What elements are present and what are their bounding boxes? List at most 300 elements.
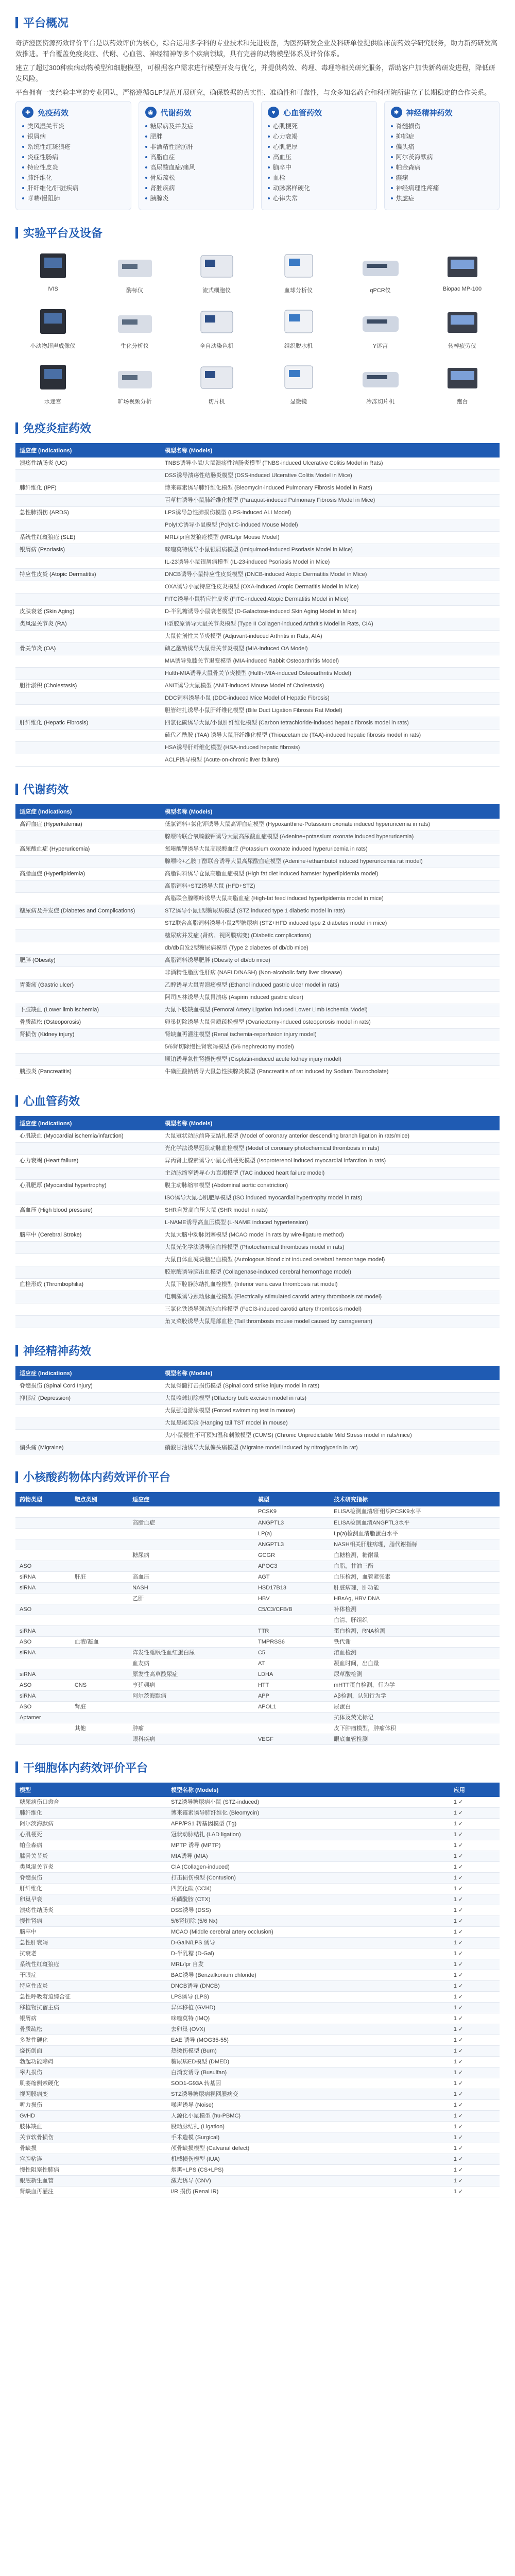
table-cell: 亨廷顿病 — [128, 1680, 254, 1690]
table-cell: ANIT诱导大鼠模型 (ANIT-induced Mouse Model of Cholestasis) — [161, 680, 500, 692]
table-cell: DDC饲料诱导小鼠 (DDC-induced Mice Model of Hepatic Fibrosis) — [161, 692, 500, 705]
overview-title: 平台概况 — [23, 16, 69, 29]
table-cell: ASO — [15, 1604, 71, 1615]
table-cell: 胃溃疡 (Gastric ulcer) — [15, 979, 161, 992]
table-cell — [254, 1712, 330, 1723]
table-cell: 热烫伤模型 (Burn) — [167, 2046, 450, 2057]
equipment-label: Y迷宫 — [372, 343, 388, 349]
table-cell — [15, 655, 161, 668]
equipment-label: 生化分析仪 — [121, 343, 149, 349]
table-cell — [15, 1167, 161, 1180]
table-header-cell: 适应症 (Indications) — [15, 1366, 161, 1380]
equipment-item — [15, 248, 90, 294]
table-cell: 1 ✓ — [450, 2067, 500, 2078]
table-row — [15, 2089, 500, 2100]
equipment-image — [343, 248, 418, 284]
table-row — [15, 1279, 500, 1291]
table-row — [15, 1066, 500, 1078]
table-cell — [128, 1528, 254, 1539]
table-cell: II型胶原诱导大鼠关节炎模型 (Type II Collagen-induced Arthritis Model in Rats, CIA) — [161, 618, 500, 631]
table-cell: 1 ✓ — [450, 1938, 500, 1948]
platform-list-item: 帕金森病 — [391, 162, 493, 173]
table-cell: NASH相关肝脏病理，脂代谢指标 — [330, 1539, 500, 1550]
table-cell: 脊髓损伤 — [15, 1873, 167, 1884]
table-cell: 睾丸损伤 — [15, 2067, 167, 2078]
table-row — [15, 2143, 500, 2154]
equipment-label: 显微镜 — [290, 399, 307, 405]
table-row — [15, 1938, 500, 1948]
table-cell: 1 ✓ — [450, 2176, 500, 2187]
table-row — [15, 1229, 500, 1242]
equipment-item — [261, 303, 336, 350]
table-cell: APOL1 — [254, 1701, 330, 1712]
table-cell — [254, 1723, 330, 1734]
table-cell: 溶血检测 — [330, 1647, 500, 1658]
table-cell: 异体移植 (GVHD) — [167, 2003, 450, 2013]
table-row — [15, 594, 500, 606]
table-row — [15, 1658, 500, 1669]
platform-list-item: 血栓 — [268, 173, 370, 183]
table-row — [15, 2165, 500, 2176]
table-row — [15, 843, 500, 856]
platform-list-item: 肝纤维化/肝脏疾病 — [22, 183, 125, 193]
table-header-row — [15, 1116, 500, 1130]
table-cell: 大鼠嗅球切除模型 (Olfactory bulb excision model in rats) — [161, 1393, 500, 1405]
table-cell: 肥胖 (Obesity) — [15, 955, 161, 967]
table-cell: ANGPTL3 — [254, 1517, 330, 1528]
table-row — [15, 905, 500, 918]
table-cell: 血栓形成 (Thrombophilia) — [15, 1279, 161, 1291]
table-cell: Lp(a)检测血清脂蛋白水平 — [330, 1528, 500, 1539]
table-row — [15, 1167, 500, 1180]
table-header-row — [15, 804, 500, 819]
immune-table — [15, 443, 500, 767]
table-cell: 原发性高草酸尿症 — [128, 1669, 254, 1680]
table-cell: 高脂饲料+STZ诱导大鼠 (HFD+STZ) — [161, 880, 500, 893]
table-cell: 高脂血症 — [128, 1517, 254, 1528]
table-row — [15, 569, 500, 581]
invitro-title: 小核酸药物体内药效评价平台 — [23, 1471, 171, 1484]
table-cell — [71, 1625, 128, 1636]
platform-list-item: 肺纤维化 — [22, 173, 125, 183]
table-cell: 蛋白检测，RNA检测 — [330, 1625, 500, 1636]
table-cell: 1 ✓ — [450, 1905, 500, 1916]
table-cell: siRNA — [15, 1582, 71, 1593]
table-cell: CIA (Collagen-induced) — [167, 1862, 450, 1873]
table-row — [15, 2035, 500, 2046]
table-cell: 卵巢早衰 — [15, 1894, 167, 1905]
table-cell — [15, 1539, 71, 1550]
equipment-label: 水迷宫 — [44, 399, 61, 405]
table-cell — [15, 1254, 161, 1266]
table-cell — [254, 1615, 330, 1625]
table-row — [15, 1254, 500, 1266]
table-cell: HSD17B13 — [254, 1582, 330, 1593]
platform-list-item: 心肌肥厚 — [268, 142, 370, 152]
table-cell: 肾缺血再灌注 — [15, 2187, 167, 2197]
table-cell: 低氯饲料+氯化钾诱导大鼠高钾血症模型 (Hypoxanthine-Potassium oxonate induced hyperuricemia in rats) — [161, 819, 500, 831]
table-row — [15, 680, 500, 692]
table-row — [15, 470, 500, 482]
equipment-image — [343, 303, 418, 340]
platform-list-item: 肾脏疾病 — [145, 183, 248, 193]
table-cell: 乙醇诱导大鼠胃溃疡模型 (Ethanol induced gastric ulcer model in rats) — [161, 979, 500, 992]
table-row — [15, 1701, 500, 1712]
table-row — [15, 868, 500, 880]
equipment-label: 小动物超声成像仪 — [30, 343, 76, 349]
platform-list-item: 偏头痛 — [391, 142, 493, 152]
table-row — [15, 1582, 500, 1593]
table-row — [15, 1539, 500, 1550]
table-cell: 糖尿病 — [128, 1550, 254, 1561]
table-row — [15, 1442, 500, 1454]
table-row — [15, 2046, 500, 2057]
table-cell: 补体检测 — [330, 1604, 500, 1615]
table-row — [15, 655, 500, 668]
table-row — [15, 942, 500, 955]
table-row — [15, 1851, 500, 1862]
platform-card — [384, 101, 500, 210]
table-cell: 1 ✓ — [450, 2187, 500, 2197]
platform-list-item: 骨质疏松 — [145, 173, 248, 183]
table-row — [15, 457, 500, 470]
table-cell — [15, 856, 161, 868]
table-row — [15, 856, 500, 868]
table-row — [15, 831, 500, 843]
title-bar — [15, 227, 18, 239]
table-cell — [128, 1636, 254, 1647]
table-cell — [15, 1143, 161, 1155]
table-cell — [15, 1615, 71, 1625]
table-row — [15, 930, 500, 942]
table-row — [15, 1593, 500, 1604]
table-cell: 腺嘌呤+乙胺丁醇联合诱导大鼠高尿酸血症模型 (Adenine+ethambutol induced hyperuricemia rat model) — [161, 856, 500, 868]
table-cell: ISO诱导大鼠心肌肥厚模型 (ISO induced myocardial hypertrophy model in rats) — [161, 1192, 500, 1205]
neuro-title: 神经精神药效 — [23, 1345, 92, 1358]
table-cell: 多发性硬化 — [15, 2035, 167, 2046]
table-cell: I/R 损伤 (Renal IR) — [167, 2187, 450, 2197]
table-row — [15, 1054, 500, 1066]
table-cell: PCSK9 — [254, 1506, 330, 1517]
table-cell — [15, 1266, 161, 1279]
equipment-title: 实验平台及设备 — [23, 227, 103, 240]
table-cell: 1 ✓ — [450, 2143, 500, 2154]
equipment-item — [179, 359, 254, 405]
table-cell: ELISA检测血清ANGPTL3水平 — [330, 1517, 500, 1528]
table-cell: 系统性红斑狼疮 (SLE) — [15, 532, 161, 544]
table-cell: AGT — [254, 1571, 330, 1582]
table-cell: C5/C3/CFB/B — [254, 1604, 330, 1615]
table-cell: 1 ✓ — [450, 1873, 500, 1884]
equipment-item — [97, 303, 172, 350]
table-cell: 人源化小鼠模型 (hu-PBMC) — [167, 2111, 450, 2122]
table-row — [15, 1916, 500, 1927]
platform-list-item: 高血压 — [268, 152, 370, 162]
overview-paragraph: 平台拥有一支经验丰富的专业团队，严格遵循GLP规范开展研究，确保数据的真实性、准确性和可靠性，与众多知名药企和科研院所建立了长期稳定的合作关系。 — [15, 89, 491, 96]
table-cell: 高尿酸血症 (Hyperuricemia) — [15, 843, 161, 856]
equipment-section-title — [15, 225, 500, 241]
table-cell: 顺铂诱导急性肾损伤模型 (Cisplatin-induced acute kidney injury model) — [161, 1054, 500, 1066]
table-cell: 1 ✓ — [450, 2100, 500, 2111]
table-cell: 听力损伤 — [15, 2100, 167, 2111]
table-row — [15, 1669, 500, 1680]
table-cell — [71, 1647, 128, 1658]
equipment-label: 跑台 — [456, 399, 468, 405]
equipment-label: 组织脱水机 — [284, 343, 313, 349]
table-row — [15, 2154, 500, 2165]
table-row — [15, 1155, 500, 1167]
table-cell: MRL/lpr 自发 — [167, 1959, 450, 1970]
table-row — [15, 1205, 500, 1217]
table-cell: MCAO (Middle cerebral artery occlusion) — [167, 1927, 450, 1938]
table-cell: 噪声诱导 (Noise) — [167, 2100, 450, 2111]
table-cell: MIA诱导兔膝关节退变模型 (MIA-induced Rabbit Osteoarthritis Model) — [161, 655, 500, 668]
table-row — [15, 918, 500, 930]
table-cell: 1 ✓ — [450, 2003, 500, 2013]
table-cell — [71, 1582, 128, 1593]
table-cell: 四氯化碳 (CCl4) — [167, 1884, 450, 1894]
metabolic-table — [15, 804, 500, 1078]
stemcell-title: 干细胞体内药效评价平台 — [23, 1761, 148, 1774]
table-row — [15, 1992, 500, 2003]
table-row — [15, 1506, 500, 1517]
equipment-image — [15, 303, 90, 340]
table-cell — [15, 893, 161, 905]
platform-list-item: 高脂血症 — [145, 152, 248, 162]
table-cell: 打击损伤模型 (Contusion) — [167, 1873, 450, 1884]
table-row — [15, 1712, 500, 1723]
table-cell — [128, 1539, 254, 1550]
table-cell: Hulth-MIA诱导大鼠骨关节炎模型 (Hulth-MIA-induced Osteoarthritis Model) — [161, 668, 500, 680]
table-cell: MIA诱导 (MIA) — [167, 1851, 450, 1862]
table-cell: 抗衰老 — [15, 1948, 167, 1959]
table-row — [15, 754, 500, 767]
table-header-cell: 模型名称 (Models) — [161, 1116, 500, 1130]
table-cell: MRL/lpr自发狼疮模型 (MRL/lpr Mouse Model) — [161, 532, 500, 544]
table-cell: 大鼠下腔静脉结扎血栓模型 (Inferior vena cava thrombosis rat model) — [161, 1279, 500, 1291]
table-cell: 眼科疾病 — [128, 1734, 254, 1744]
table-cell: 骨关节炎 (OA) — [15, 643, 161, 655]
platform-list-item: 阿尔茨海默病 — [391, 152, 493, 162]
table-cell: db/db自发2型糖尿病模型 (Type 2 diabetes of db/db mice) — [161, 942, 500, 955]
table-row — [15, 1291, 500, 1303]
equipment-image — [97, 359, 172, 395]
table-cell: 其他 — [71, 1723, 128, 1734]
table-row — [15, 1690, 500, 1701]
table-row — [15, 1680, 500, 1690]
table-cell: APP/PS1 转基因模型 (Tg) — [167, 1819, 450, 1829]
table-cell — [15, 930, 161, 942]
table-cell: 血压检测，血管紧张素 — [330, 1571, 500, 1582]
table-cell: TTR — [254, 1625, 330, 1636]
table-header-cell: 适应症 — [128, 1492, 254, 1506]
table-cell: 咪喹莫特 (IMQ) — [167, 2013, 450, 2024]
table-header-row — [15, 1783, 500, 1797]
table-cell: C5 — [254, 1647, 330, 1658]
table-cell: 高钾血症 (Hyperkalemia) — [15, 819, 161, 831]
table-cell: 1 ✓ — [450, 1884, 500, 1894]
table-cell: 角叉菜胶诱导大鼠尾部血栓 (Tail thrombosis mouse model caused by carrageenan) — [161, 1316, 500, 1328]
platform-list — [22, 121, 125, 204]
brain-icon: ✱ — [391, 107, 402, 118]
table-row — [15, 1797, 500, 1808]
equipment-label: qPCR仪 — [370, 287, 391, 294]
table-cell: 下肢缺血 (Lower limb ischemia) — [15, 1004, 161, 1016]
table-cell: 帕金森病 — [15, 1840, 167, 1851]
immune-icon: ✚ — [22, 107, 33, 118]
table-cell: 眼底血管检测 — [330, 1734, 500, 1744]
cardio-section-title — [15, 1093, 500, 1109]
heart-icon: ♥ — [268, 107, 279, 118]
table-row — [15, 692, 500, 705]
platform-list-item: 特应性皮炎 — [22, 162, 125, 173]
table-cell: LP(a) — [254, 1528, 330, 1539]
platform-card-title: 代谢药效 — [160, 108, 192, 117]
table-cell: 大鼠自体血凝块脑出血模型 (Autologous blood clot induced cerebral hemorrhage model) — [161, 1254, 500, 1266]
table-cell: 1 ✓ — [450, 2089, 500, 2100]
table-row — [15, 1550, 500, 1561]
neuro-section-title — [15, 1343, 500, 1359]
table-row — [15, 2111, 500, 2122]
table-cell: 凝血时间，出血量 — [330, 1658, 500, 1669]
table-cell: GCGR — [254, 1550, 330, 1561]
table-cell: 1 ✓ — [450, 2057, 500, 2067]
table-cell: 肿瘤 — [128, 1723, 254, 1734]
equipment-label: 全自动染色机 — [199, 343, 234, 349]
table-cell: 电刺激诱导颈动脉血栓模型 (Electrically stimulated carotid artery thrombosis rat model) — [161, 1291, 500, 1303]
table-cell — [71, 1604, 128, 1615]
table-header-cell: 模型名称 (Models) — [161, 1366, 500, 1380]
table-cell: 系统性红斑狼疮 — [15, 1959, 167, 1970]
platform-card — [261, 101, 377, 210]
immune-title: 免疫炎症药效 — [23, 422, 92, 435]
table-cell: 大鼠大脑中动脉闭塞模型 (MCAO model in rats by wire-ligature method) — [161, 1229, 500, 1242]
table-cell: HTT — [254, 1680, 330, 1690]
table-row — [15, 606, 500, 618]
table-cell: TNBS诱导小鼠/大鼠溃疡性结肠炎模型 (TNBS-induced Ulcerative Colitis Model in Rats) — [161, 457, 500, 470]
equipment-image — [179, 248, 254, 284]
table-row — [15, 1840, 500, 1851]
table-cell: 大鼠佐剂性关节炎模型 (Adjuvant-induced Arthritis in Rats, AIA) — [161, 631, 500, 643]
overview-section-title — [15, 14, 500, 30]
table-row — [15, 992, 500, 1004]
table-cell — [15, 1054, 161, 1066]
table-cell: 肝纤维化 — [15, 1884, 167, 1894]
table-cell — [15, 1316, 161, 1328]
table-cell: AT — [254, 1658, 330, 1669]
metabolic-title: 代谢药效 — [23, 783, 69, 796]
table-cell: 脊髓损伤 (Spinal Cord Injury) — [15, 1380, 161, 1393]
table-cell — [15, 1303, 161, 1316]
table-cell: 阿司匹林诱导大鼠胃溃疡 (Aspirin induced gastric ulcer) — [161, 992, 500, 1004]
table-header-row — [15, 1366, 500, 1380]
table-cell — [71, 1528, 128, 1539]
equipment-label: 流式细胞仪 — [202, 287, 231, 294]
table-cell: ANGPTL3 — [254, 1539, 330, 1550]
table-cell: 1 ✓ — [450, 1829, 500, 1840]
table-row — [15, 1029, 500, 1041]
table-cell: 干眼症 — [15, 1970, 167, 1981]
table-cell: 1 ✓ — [450, 2024, 500, 2035]
table-row — [15, 1016, 500, 1029]
table-cell: IL-23诱导小鼠银屑病模型 (IL-23-induced Psoriasis Model in Mice) — [161, 556, 500, 569]
table-header-cell: 模型名称 (Models) — [161, 804, 500, 819]
platform-list-item: 高尿酸血症/痛风 — [145, 162, 248, 173]
equipment-grid — [15, 248, 500, 405]
table-cell: DNCB诱导 (DNCB) — [167, 1981, 450, 1992]
platform-list-item: 脊髓损伤 — [391, 121, 493, 131]
table-cell: 慢性肾病 — [15, 1916, 167, 1927]
table-cell: 百草枯诱导小鼠肺纤维化模型 (Paraquat-induced Pulmonary Fibrosis Model in Mice) — [161, 495, 500, 507]
table-cell: 类风湿关节炎 (RA) — [15, 618, 161, 631]
table-header-cell: 适应症 (Indications) — [15, 443, 161, 457]
table-cell: 1 ✓ — [450, 1894, 500, 1905]
table-header-cell: 适应症 (Indications) — [15, 804, 161, 819]
equipment-image — [97, 248, 172, 284]
table-cell: 心肌梗死 — [15, 1829, 167, 1840]
table-cell: siRNA — [15, 1625, 71, 1636]
equipment-item — [425, 248, 500, 294]
equipment-item — [97, 359, 172, 405]
table-cell: 股动脉结扎 (Ligation) — [167, 2122, 450, 2132]
table-cell: 血清、肝组织 — [330, 1615, 500, 1625]
table-row — [15, 2176, 500, 2187]
title-bar — [15, 1761, 18, 1773]
platform-card-header — [391, 107, 493, 118]
table-row — [15, 1723, 500, 1734]
table-cell — [15, 1734, 71, 1744]
table-row — [15, 1927, 500, 1938]
table-cell: siRNA — [15, 1669, 71, 1680]
table-cell: ASO — [15, 1701, 71, 1712]
table-cell: D-GalN/LPS 诱导 — [167, 1938, 450, 1948]
table-cell: CNS — [71, 1680, 128, 1690]
table-cell: L-NAME诱导高血压模型 (L-NAME induced hypertension) — [161, 1217, 500, 1229]
table-cell: 大鼠下肢缺血模型 (Femoral Artery Ligation induced Lower Limb Ischemia Model) — [161, 1004, 500, 1016]
table-row — [15, 532, 500, 544]
table-cell: 硫代乙酰胺 (TAA) 诱导大鼠肝纤维化模型 (Thioacetamide (TAA)-induced hepatic fibrosis model in rats) — [161, 730, 500, 742]
table-row — [15, 519, 500, 532]
table-row — [15, 507, 500, 519]
table-cell: 肌萎缩侧索硬化 — [15, 2078, 167, 2089]
table-cell: LPS诱导急性肺损伤模型 (LPS-induced ALI Model) — [161, 507, 500, 519]
table-row — [15, 1829, 500, 1840]
table-cell: 尿蛋白 — [330, 1701, 500, 1712]
table-row — [15, 1981, 500, 1992]
table-cell: 四氯化碳诱导大鼠/小鼠肝纤维化模型 (Carbon tetrachloride-induced hepatic fibrosis model in rats) — [161, 717, 500, 730]
table-cell: 心力衰竭 (Heart failure) — [15, 1155, 161, 1167]
table-cell: 尿草酸检测 — [330, 1669, 500, 1680]
table-cell: mHTT蛋白检测，行为学 — [330, 1680, 500, 1690]
table-cell: NASH — [128, 1582, 254, 1593]
table-cell: 高脂饲料诱导肥胖 (Obesity of db/db mice) — [161, 955, 500, 967]
equipment-label: 血球分析仪 — [284, 287, 313, 294]
table-cell: 眼底新生血管 — [15, 2176, 167, 2187]
table-cell: DSS诱导溃疡性结肠炎模型 (DSS-induced Ulcerative Colitis Model in Mice) — [161, 470, 500, 482]
table-row — [15, 1143, 500, 1155]
table-header-row — [15, 443, 500, 457]
table-cell: 5/6肾切除 (5/6 Nx) — [167, 1916, 450, 1927]
table-cell: 1 ✓ — [450, 2035, 500, 2046]
table-cell: 脑卒中 — [15, 1927, 167, 1938]
table-cell — [71, 1669, 128, 1680]
table-row — [15, 1615, 500, 1625]
table-cell: 牛磺胆酸钠诱导大鼠急性胰腺炎模型 (Pancreatitis of rat induced by Sodium Taurocholate) — [161, 1066, 500, 1078]
table-cell — [128, 1561, 254, 1571]
table-cell: 肾损伤 (Kidney injury) — [15, 1029, 161, 1041]
cardio-table — [15, 1116, 500, 1328]
table-cell: 1 ✓ — [450, 1916, 500, 1927]
